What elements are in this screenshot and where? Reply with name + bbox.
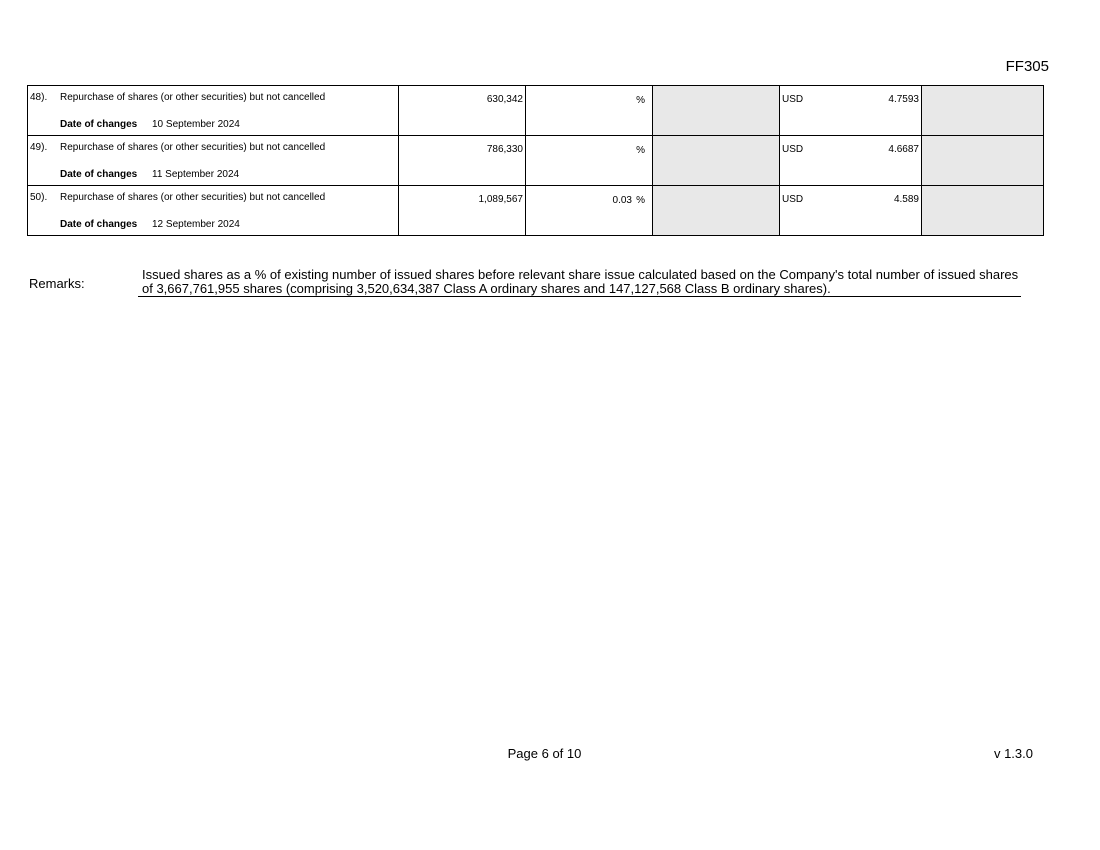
share-changes-table <box>27 85 1044 236</box>
event-cell <box>28 186 399 236</box>
shaded-cell <box>653 186 780 236</box>
event-description: Repurchase of shares (or other securities) but not cancelled <box>60 142 326 153</box>
row-index: 48). <box>30 92 48 103</box>
shares-cell <box>399 186 526 236</box>
date-of-changes-label: Date of changes <box>60 169 138 180</box>
price-cell <box>780 136 922 186</box>
price-cell <box>780 186 922 236</box>
remarks-text: Issued shares as a % of existing number of issued shares before relevant share issue calculated based on the Company's total number of issued shares of 3,667,761,955 shares (comprising 3,520,634,387 Class A ordinary shares and 147,127,568 Class B ordinary shares). <box>138 268 1021 297</box>
table-row <box>28 86 1044 136</box>
percent-value: 0.03 <box>612 195 632 206</box>
percent-symbol: % <box>636 195 645 206</box>
currency-label: USD <box>782 144 804 155</box>
version-label: v 1.3.0 <box>993 746 1033 761</box>
date-of-changes-value: 12 September 2024 <box>152 219 240 230</box>
price-cell <box>780 86 922 136</box>
row-index: 49). <box>30 142 48 153</box>
percent-symbol: % <box>636 95 645 106</box>
shaded-cell <box>922 136 1044 186</box>
shaded-cell <box>922 86 1044 136</box>
form-code: FF305 <box>1005 58 1049 75</box>
remarks-label: Remarks: <box>29 276 85 291</box>
shares-cell <box>399 86 526 136</box>
price-value: 4.6687 <box>888 144 919 155</box>
price-value: 4.589 <box>893 194 919 205</box>
event-cell <box>28 86 399 136</box>
currency-label: USD <box>782 194 804 205</box>
shaded-cell <box>653 136 780 186</box>
percent-symbol: % <box>636 145 645 156</box>
shares-cell <box>399 136 526 186</box>
date-of-changes-label: Date of changes <box>60 119 138 130</box>
event-description: Repurchase of shares (or other securities) but not cancelled <box>60 92 326 103</box>
shares-value: 630,342 <box>486 94 523 105</box>
currency-label: USD <box>782 94 804 105</box>
shares-value: 1,089,567 <box>478 194 523 205</box>
shaded-cell <box>653 86 780 136</box>
shares-value: 786,330 <box>486 144 523 155</box>
event-description: Repurchase of shares (or other securities) but not cancelled <box>60 192 326 203</box>
percent-cell <box>526 136 653 186</box>
event-cell <box>28 136 399 186</box>
page-number: Page 6 of 10 <box>507 746 582 761</box>
date-of-changes-value: 11 September 2024 <box>152 169 240 180</box>
percent-cell <box>526 186 653 236</box>
price-value: 4.7593 <box>888 94 919 105</box>
table-row <box>28 136 1044 186</box>
percent-cell <box>526 86 653 136</box>
table-row <box>28 186 1044 236</box>
row-index: 50). <box>30 192 48 203</box>
date-of-changes-value: 10 September 2024 <box>152 119 240 130</box>
shaded-cell <box>922 186 1044 236</box>
date-of-changes-label: Date of changes <box>60 219 138 230</box>
